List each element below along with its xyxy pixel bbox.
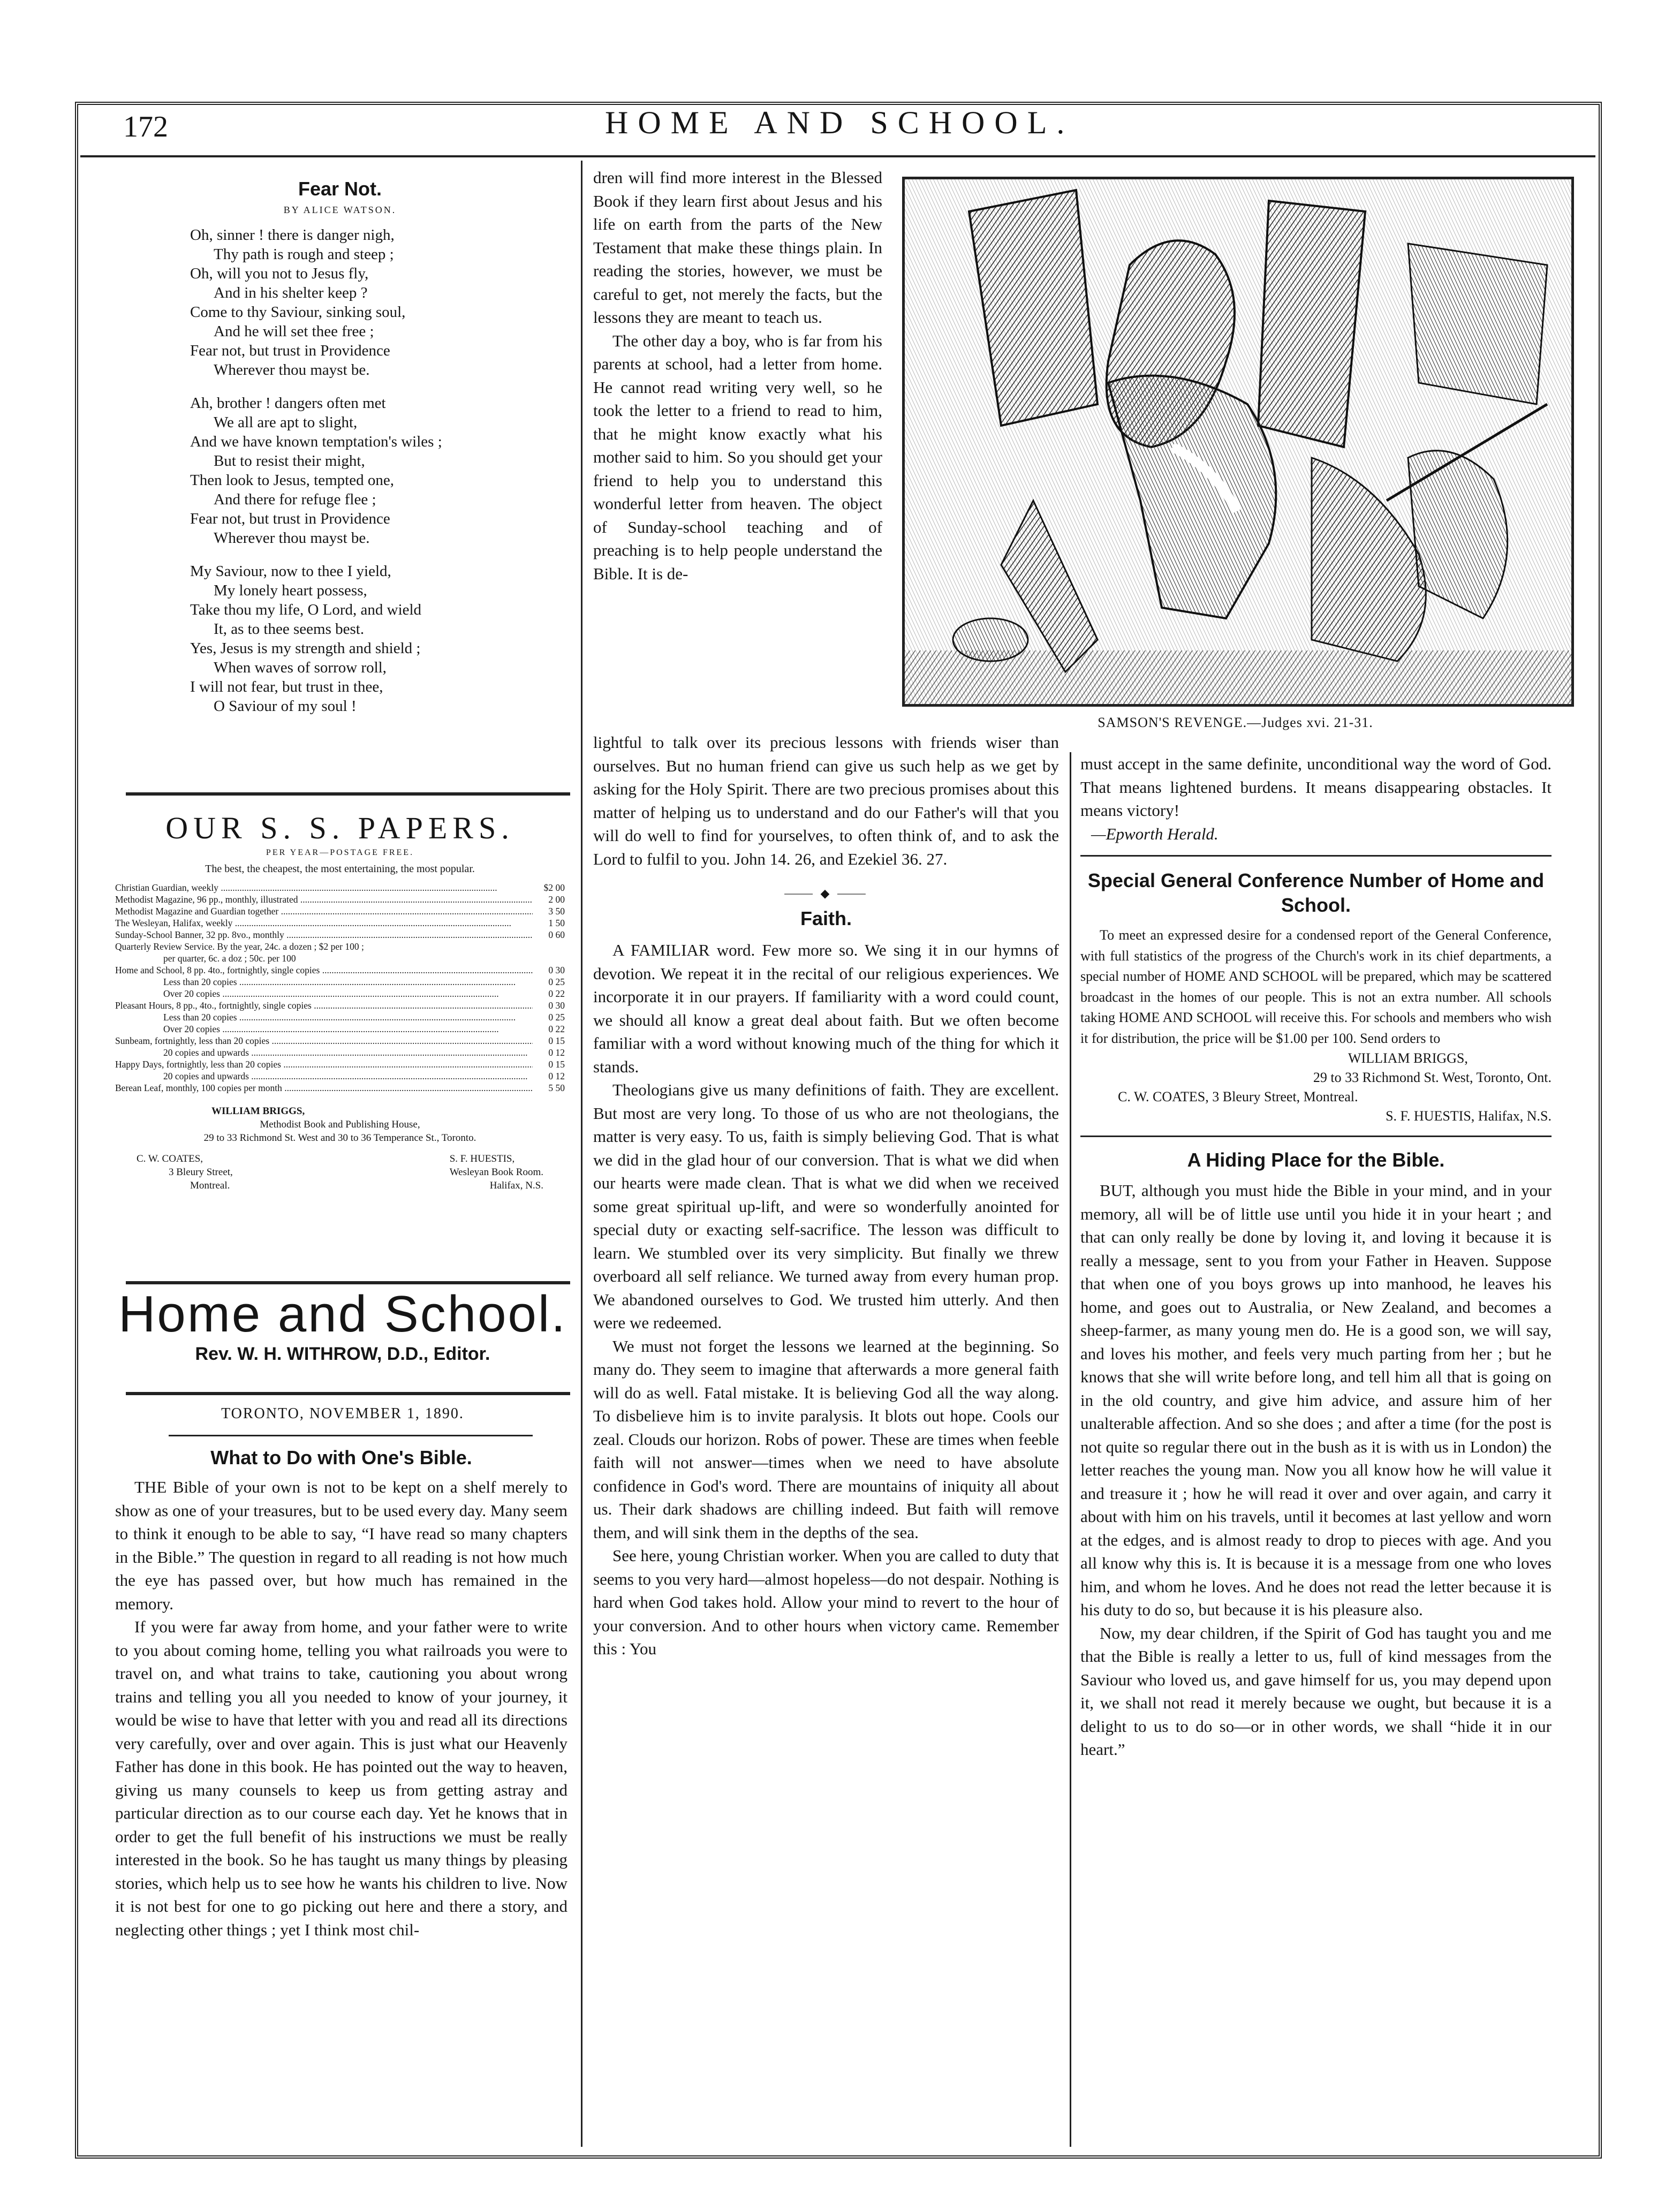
faith-paragraph: A FAMILIAR word. Few more so. We sing it in our hymns of devotion. We repeat it in the recital of our religious experiences. We incorporate it in our prayers. If familiarity with a word could count, we should all know a great deal about faith. But we often become familiar with a word without knowing much of the thing for which it stands. [593, 941, 1059, 1076]
agent-name: S. F. HUESTIS, [449, 1153, 515, 1164]
masthead-rule-top [126, 1281, 570, 1284]
conference-signature: WILLIAM BRIGGS, [1348, 1050, 1468, 1066]
price-row [115, 1011, 565, 1023]
price-item-name: Pleasant Hours, 8 pp., 4to., fortnightly, single copies ..... [115, 1000, 533, 1011]
agent-address: 3 Bleury Street, [169, 1167, 233, 1178]
price-row [115, 1000, 565, 1011]
hiding-title: A Hiding Place for the Bible. [1187, 1149, 1445, 1171]
masthead [115, 1285, 570, 1408]
price-item-price: 0 15 [548, 1059, 565, 1070]
column-rule-3 [1070, 752, 1071, 2147]
dateline-rule [169, 1435, 533, 1436]
papers-subtitle: PER YEAR—POSTAGE FREE. [266, 848, 414, 857]
bible-article-title: What to Do with One's Bible. [210, 1447, 472, 1469]
poem-stanza [190, 562, 565, 716]
price-row [115, 964, 565, 976]
faith-title: Faith. [800, 907, 852, 929]
hiding-rule [1080, 1136, 1552, 1137]
poem-line: O Saviour of my soul ! [214, 698, 357, 715]
bible-article-paragraph: The other day a boy, who is far from his parents at school, had a letter from home. He cannot read writing very well, so he took the letter to a friend to read to him, that he might know exactly what his mother said to him. So you should get your friend to help you to understand this wonderful letter from heaven. The object of Sunday-school teaching and of preaching is to help people understand the Bible. It is de- [593, 331, 882, 583]
poem-line: Fear not, but trust in Providence [190, 510, 390, 527]
price-row [115, 1047, 565, 1058]
bible-article-paragraph: If you were far away from home, and your father were to write to you about coming home, telling you what railroads you were to travel on, and what trains to take, cautioning you about wrong trains and telling you all you needed to know of your journey, it would be wise to have that letter with you and read all its directions very carefully, over and over again. This is just what our Heavenly Father has done in this book. He has pointed out the way to heaven, giving us many counsels to keep us from getting astray and particular direction as to our course each day. Yet he knows that in order to get the full benefit of his instructions we must be really interested in the book. So he has taught us many things by pleasing stories, which help us to see how he wants his children to live. Now it is not best for one to go picking out here and there a story, and neglecting other things ; yet I think most chil- [115, 1617, 567, 1939]
poem-line: My lonely heart possess, [214, 582, 367, 599]
price-item-price: 0 30 [548, 965, 565, 975]
poem-line: We all are apt to slight, [214, 414, 358, 431]
price-item-name: Methodist Magazine and Guardian together ..... [115, 905, 533, 917]
faith-source: —Epworth Herald. [1091, 824, 1219, 843]
price-item-price: 2 00 [548, 894, 565, 905]
price-row [115, 1023, 565, 1035]
poem-line: It, as to thee seems best. [214, 620, 365, 638]
poem-line: Oh, will you not to Jesus fly, [190, 265, 369, 282]
faith-paragraph: Theologians give us many definitions of faith. They are excellent. But most are very long. To those of us who are not theologians, the matter is very easy. To us, faith is simply believing God. That is what we did in the glad hour of our conversion. That is what we did when our hearts were made clean. That is what we did when we received some great spiritual up-lift, and were so wonderfully anointed for special duty or exacting self-sacrifice. The lesson was difficult to learn. We stumbled over its very simplicity. But finally we threw overboard all self reliance. We turned away from every human prop. We abandoned ourselves to God. We trusted him utterly. And then were we redeemed. [593, 1080, 1059, 1332]
price-item-price: 0 22 [548, 988, 565, 999]
price-item-price: 3 50 [548, 906, 565, 917]
agent-halifax [450, 1152, 543, 1192]
masthead-rule-bottom [126, 1392, 570, 1395]
poem-line: Wherever thou mayst be. [214, 529, 370, 547]
price-item-name: Over 20 copies ..... [115, 988, 533, 1000]
conference-rule [1080, 855, 1552, 857]
price-item-name: Home and School, 8 pp. 4to., fortnightly, single copies ..... [115, 964, 533, 976]
bible-article-paragraph: dren will find more interest in the Blessed Book if they learn first about Jesus and his life on earth from the parts of the New Testament that make these things plain. In reading the stories, however, we must be careful to get, not merely the facts, but the lessons they are meant to teach us. [593, 168, 882, 327]
dateline: TORONTO, NOVEMBER 1, 1890. [221, 1405, 464, 1422]
column-2-lower [593, 731, 1059, 2147]
agent-name: C. W. COATES, [137, 1153, 203, 1164]
section-divider: ⸻ ◆ ⸻ [784, 887, 868, 900]
samson-illustration [902, 177, 1574, 707]
price-item-name: Happy Days, fortnightly, less than 20 copies ..... [115, 1058, 533, 1070]
price-item-price: 0 22 [548, 1024, 565, 1034]
price-item-name: Berean Leaf, monthly, 100 copies per month ..... [115, 1082, 533, 1094]
price-list [115, 882, 565, 1094]
agent-address: Wesleyan Book Room. [449, 1167, 543, 1178]
publisher-house: Methodist Book and Publishing House, [260, 1119, 420, 1130]
poem-line: But to resist their might, [214, 452, 365, 470]
header-rule [80, 155, 1595, 157]
price-item-price: 0 30 [548, 1000, 565, 1011]
poem-line: Come to thy Saviour, sinking soul, [190, 304, 406, 321]
samson-engraving [905, 179, 1571, 704]
poem-line: Take thou my life, O Lord, and wield [190, 601, 422, 618]
price-item-name: Methodist Magazine, 96 pp., monthly, illustrated ..... [115, 894, 533, 905]
price-row [115, 929, 565, 941]
poem-line: My Saviour, now to thee I yield, [190, 563, 391, 580]
masthead-editor: Rev. W. H. WITHROW, D.D., Editor. [195, 1344, 490, 1364]
faith-paragraph: We must not forget the lessons we learned at the beginning. So many do. They seem to imagine that afterwards a more general faith will do as well. Fatal mistake. It is believing God all the way along. To disbelieve him is to invite paralysis. It blots out hope. Cools our zeal. Clouds our horizon. Robs of power. These are times when feeble faith will not answer—times when we need to have absolute confidence in God's word. There are mountains of iniquity all about us. Their dark shadows are chilling indeed. But faith will remove them, and will sink them in the depths of the sea. [593, 1336, 1059, 1542]
poem-line: Oh, sinner ! there is danger nigh, [190, 226, 395, 244]
poem-line: And there for refuge flee ; [214, 491, 376, 508]
papers-box [115, 800, 565, 1277]
price-item-name: Less than 20 copies ..... [115, 1011, 533, 1023]
price-item-name: Quarterly Review Service. By the year, 24c. a dozen ; $2 per 100 ; [115, 941, 364, 952]
price-row [115, 1035, 565, 1047]
papers-title: OUR S. S. PAPERS. [165, 811, 514, 845]
price-item-name: Christian Guardian, weekly ..... [115, 882, 533, 894]
poem-byline: BY ALICE WATSON. [283, 205, 397, 215]
price-item-price: 0 60 [548, 929, 565, 940]
price-item-price: 0 25 [548, 1012, 565, 1023]
price-row [115, 917, 565, 929]
price-item-name: Sunbeam, fortnightly, less than 20 copies ..... [115, 1035, 533, 1047]
poem [115, 225, 565, 716]
poem-line: Yes, Jesus is my strength and shield ; [190, 640, 421, 657]
papers-tagline: The best, the cheapest, the most entertaining, the most popular. [205, 863, 475, 875]
price-row [115, 1070, 565, 1082]
illustration-caption: SAMSON'S REVENGE.—Judges xvi. 21-31. [1098, 715, 1373, 730]
price-row [115, 1058, 565, 1070]
agent-montreal [137, 1152, 233, 1192]
hiding-paragraph: BUT, although you must hide the Bible in your mind, and in your memory, all will be of little use until you hide it in your heart ; and that can only really be done by loving it, and loving it because it is really a message, sent to you from your Father in Heaven. Suppose that when one of you boys grows up into manhood, he leaves his home, and goes out to Australia, or New Zealand, and becomes a sheep-farmer, as many young men do. He is a good son, we will say, and loves his mother, and feels very much parting from her ; but he knows that she will write before long, and tell him all that is going on in the old country, and give him advice, and assure him of her unalterable affection. And so she does ; and after a time (for the post is not quite so regular there out in the bush as it is with us in London) the letter reaches the young man. Now you all know how he will value it and treasure it ; how he will read it over and over again, and carry it about with him on his travels, until it becomes at last yellow and worn at the edges, and is almost ready to drop to pieces with age. And you all know why this is. It is because it is a message from one who loves him, and whom he loves. And he does not read the letter because it is his duty to do so, but because it is his pleasure also. [1080, 1181, 1552, 1619]
column-rule-1 [581, 161, 582, 2147]
poem-line: Ah, brother ! dangers often met [190, 395, 386, 412]
poem-line: When waves of sorrow roll, [214, 659, 387, 676]
publisher-address: 29 to 33 Richmond St. West and 30 to 36 Temperance St., Toronto. [203, 1132, 476, 1144]
price-item-price: 0 12 [548, 1047, 565, 1058]
page-number: 172 [123, 110, 168, 143]
price-item-price [533, 941, 565, 952]
bible-article-continued [593, 166, 882, 728]
price-row [115, 976, 565, 988]
price-row [115, 905, 565, 917]
price-item-name: Over 20 copies ..... [115, 1023, 533, 1035]
hiding-paragraph: Now, my dear children, if the Spirit of God has taught you and me that the Bible is really a letter to us, full of kind messages from the Saviour who loved us, and gave himself for us, you may depend upon it, we shall not read it merely because we ought, but because it is a delight to us to do so—or in other words, we shall “hide it in our heart.” [1080, 1623, 1552, 1759]
price-row [115, 952, 565, 964]
price-row [115, 1082, 565, 1094]
conference-signature: S. F. HUESTIS, Halifax, N.S. [1386, 1108, 1552, 1124]
conference-signature: C. W. COATES, 3 Bleury Street, Montreal. [1118, 1089, 1358, 1104]
poem-stanza [190, 393, 565, 548]
price-item-name: The Wesleyan, Halifax, weekly ..... [115, 917, 533, 929]
price-item-name: 20 copies and upwards ..... [115, 1070, 533, 1082]
poem-line: I will not fear, but trust in thee, [190, 678, 383, 695]
publisher-name: WILLIAM BRIGGS, [211, 1106, 305, 1117]
bible-article [115, 1445, 567, 2147]
column-3-lower [1080, 752, 1552, 2147]
masthead-title: Home and School. [118, 1285, 567, 1343]
price-item-name: Sunday-School Banner, 32 pp. 8vo., monthly ..... [115, 929, 533, 941]
faith-paragraph: must accept in the same definite, unconditional way the word of God. That means lightened burdens. It means disappearing obstacles. It means victory! [1080, 754, 1552, 820]
papers-rule-top [126, 792, 570, 796]
conference-body: To meet an expressed desire for a condensed report of the General Conference, with full statistics of the progress of the Church's work in its chief departments, a special number of HOME AND SCHOOL will be prepared, which may be scattered broadcast in the homes of our people. This is not an extra number. All schools taking HOME AND SCHOOL will receive this. For schools and members who wish it for distribution, the price will be $1.00 per 100. Send orders to [1080, 927, 1552, 1046]
faith-paragraph: See here, young Christian worker. When you are called to duty that seems to you very hard—almost hopeless—do not despair. Nothing is hard when God takes hold. Allow your mind to revert to the hour of your conversion. And to other hours when victory came. Remember this : You [593, 1546, 1059, 1658]
price-row [115, 941, 565, 952]
bible-article-paragraph: THE Bible of your own is not to be kept on a shelf merely to show as one of your treasures, but to be used every day. Many seem to think it enough to be able to say, “I have read so many chapters in the Bible.” The question in regard to all reading is not how much the eye has passed over, but how much has remained in the memory. [115, 1478, 567, 1613]
bible-article-paragraph: lightful to talk over its precious lessons with friends wiser than ourselves. But no human friend can give us such help as we get by asking for the Holy Spirit. There are two precious promises about this matter of helping us to understand and do our Father's will that you will do well to find for yourselves, to often think of, and to ask the Lord to fulfil to you. John 14. 26, and Ezekiel 36. 27. [593, 733, 1059, 868]
price-row [115, 988, 565, 1000]
poem-stanza [190, 225, 565, 380]
price-item-name: Less than 20 copies ..... [115, 976, 533, 988]
poem-line: Wherever thou mayst be. [214, 361, 370, 379]
price-row [115, 882, 565, 894]
price-item-price: $2 00 [543, 882, 565, 893]
running-title: HOME AND SCHOOL. [605, 105, 1074, 140]
agent-city: Montreal. [190, 1180, 230, 1191]
price-item-price: 5 50 [548, 1083, 565, 1093]
poem-title: Fear Not. [298, 178, 382, 200]
poem-line: And he will set thee free ; [214, 323, 374, 340]
conference-title: Special General Conference Number of Home and School. [1087, 869, 1545, 916]
poem-line: Then look to Jesus, tempted one, [190, 472, 394, 489]
price-item-price: 0 15 [548, 1035, 565, 1046]
price-item-price: 0 25 [548, 977, 565, 987]
price-item-price [533, 952, 565, 964]
poem-line: Fear not, but trust in Providence [190, 342, 390, 359]
price-item-name: per quarter, 6c. a doz ; 50c. per 100 [163, 953, 296, 964]
price-item-price: 0 12 [548, 1071, 565, 1081]
agent-city: Halifax, N.S. [489, 1180, 543, 1191]
poem-line: And in his shelter keep ? [214, 284, 368, 301]
price-item-name: 20 copies and upwards ..... [115, 1047, 533, 1058]
price-row [115, 894, 565, 905]
price-item-price: 1 50 [548, 918, 565, 928]
poem-line: And we have known temptation's wiles ; [190, 433, 442, 450]
conference-signature: 29 to 33 Richmond St. West, Toronto, Ont. [1313, 1070, 1552, 1085]
poem-line: Thy path is rough and steep ; [214, 246, 394, 263]
